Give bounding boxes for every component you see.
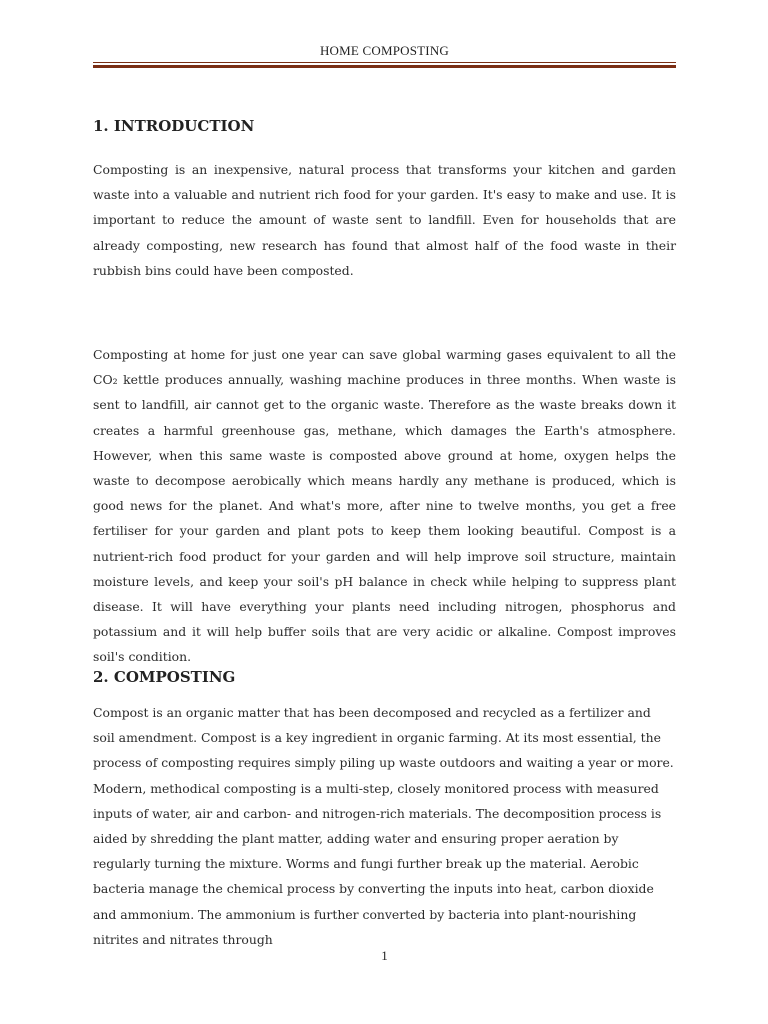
header-rule-thin	[93, 62, 676, 63]
section-heading-composting: 2. COMPOSTING	[93, 668, 236, 686]
running-header: HOME COMPOSTING	[319, 43, 450, 58]
header-rule-thick	[93, 65, 676, 68]
section-heading-introduction: 1. INTRODUCTION	[93, 117, 255, 135]
introduction-paragraph-1: Composting is an inexpensive, natural process that transforms your kitchen and garden waste into a valuable and nutrient rich food for your garden. It's easy to make and use. It is important to reduce the amount of waste sent to landfill. Even for households that are already composting, new research has found that almost half of the food waste in their rubbish bins could have been composted.	[93, 162, 676, 278]
composting-paragraph-1: Compost is an organic matter that has been decomposed and recycled as a fertilizer and soil amendment. Compost is a key ingredient in organic farming. At its most essential, the process of composting requires simply piling up waste outdoors and waiting a year or more. Modern, methodical composting is a multi-step, closely monitored process with measured inputs of water, air and carbon- and nitrogen-rich materials. The decomposition process is aided by shredding the plant matter, adding water and ensuring proper aeration by regularly turning the mixture. Worms and fungi further break up the material. Aerobic bacteria manage the chemical process by converting the inputs into heat, carbon dioxide and ammonium. The ammonium is further converted by bacteria into plant-nourishing nitrites and nitrates through	[93, 705, 674, 947]
introduction-paragraph-2: Composting at home for just one year can save global warming gases equivalent to all the CO₂ kettle produces annually, washing machine produces in three months. When waste is sent to landfill, air cannot get to the organic waste. Therefore as the waste breaks down it creates a harmful greenhouse gas, methane, which damages the Earth's atmosphere. However, when this same waste is composted above ground at home, oxygen helps the waste to decompose aerobically which means hardly any methane is produced, which is good news for the planet. And what's more, after nine to twelve months, you get a free fertiliser for your garden and plant pots to keep them looking beautiful. Compost is a nutrient-rich food product for your garden and will help improve soil structure, maintain moisture levels, and keep your soil's pH balance in check while helping to suppress plant disease. It will have everything your plants need including nitrogen, phosphorus and potassium and it will help buffer soils that are very acidic or alkaline. Compost improves soil's condition.	[93, 347, 676, 665]
page-number: 1	[381, 948, 388, 963]
